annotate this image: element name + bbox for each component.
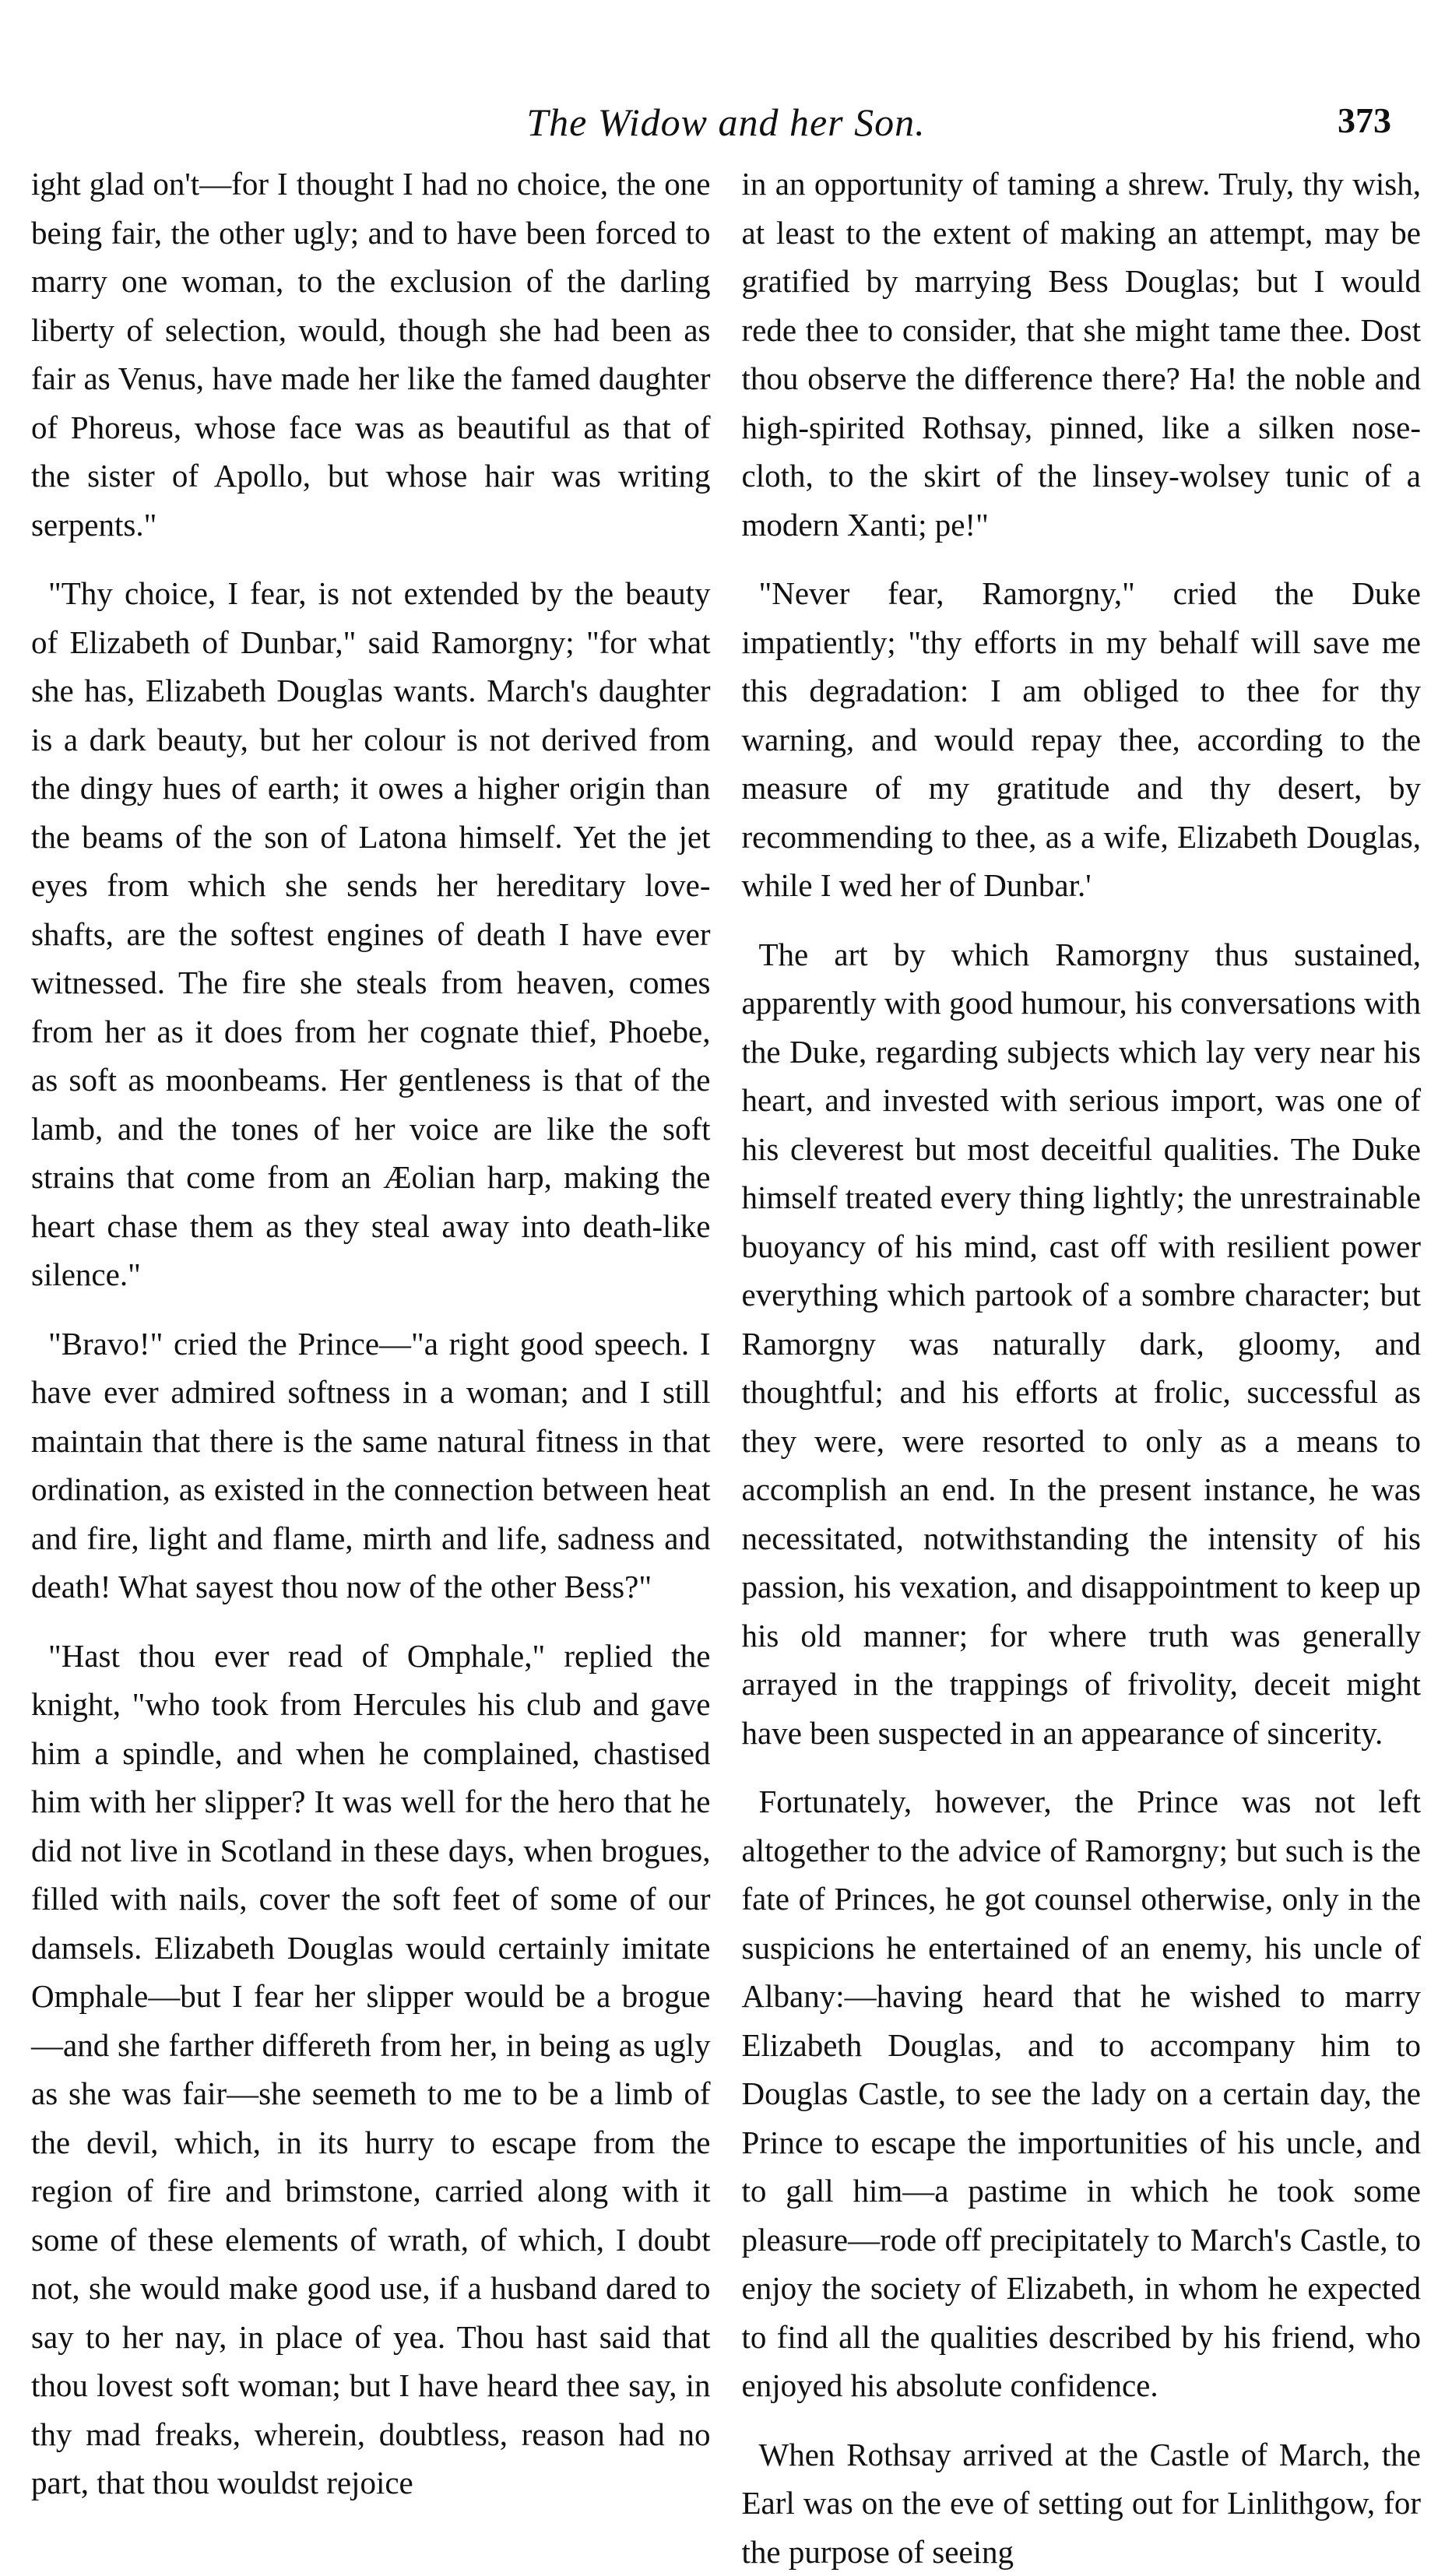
paragraph: "Hast thou ever read of Omphale," replied the knight, "who took from Hercules his club and gave him a spindle, and when he complained, chastised him with her slipper? It was well for the hero that he did not live in Scotland in these days, when brogues, filled with nails, cover the soft feet of some of our damsels. Elizabeth Douglas would certainly imitate Omphale—but I fear her slipper would be a brogue—and she farther differeth from her, in being as ugly as she was fair—she seemeth to me to be a limb of the devil, which, in its hurry to escape from the region of fire and brimstone, carried along with it some of these elements of wrath, of which, I doubt not, she would make good use, if a husband dared to say to her nay, in place of yea. Thou hast said that thou lovest soft woman; but I have heard thee say, in thy mad freaks, wherein, doubtless, reason had no part, that thou wouldst rejoice	[31, 1632, 711, 2507]
page-number: 373	[1338, 100, 1391, 141]
paragraph: "Never fear, Ramorgny," cried the Duke impatiently; "thy efforts in my behalf will save me this degradation: I am obliged to thee for thy warning, and would repay thee, according to the measure of my gratitude and thy desert, by recommending to thee, as a wife, Elizabeth Douglas, while I wed her of Dunbar.'	[742, 569, 1422, 910]
paragraph: "Thy choice, I fear, is not extended by the beauty of Elizabeth of Dunbar," said Ramorgny; "for what she has, Elizabeth Douglas wants. March's daughter is a dark beauty, but her colour is not derived from the dingy hues of earth; it owes a higher origin than the beams of the son of Latona himself. Yet the jet eyes from which she sends her hereditary love-shafts, are the softest engines of death I have ever witnessed. The fire she steals from heaven, comes from her as it does from her cognate thief, Phoebe, as soft as moonbeams. Her gentleness is that of the lamb, and the tones of her voice are like the soft strains that come from an Æolian harp, making the heart chase them as they steal away into death-like silence."	[31, 569, 711, 1299]
right-column	[742, 160, 1422, 2509]
left-column	[31, 160, 711, 2509]
paragraph: in an opportunity of taming a shrew. Truly, thy wish, at least to the extent of making an attempt, may be gratified by marrying Bess Douglas; but I would rede thee to consider, that she might tame thee. Dost thou observe the difference there? Ha! the noble and high-spirited Rothsay, pinned, like a silken nose-cloth, to the skirt of the linsey-wolsey tunic of a modern Xanti; pe!"	[742, 160, 1422, 549]
text-columns	[31, 160, 1421, 2509]
paragraph: "Bravo!" cried the Prince—"a right good speech. I have ever admired softness in a woman; and I still maintain that there is the same natural fitness in that ordination, as existed in the connection between heat and fire, light and flame, mirth and life, sadness and death! What sayest thou now of the other Bess?"	[31, 1320, 711, 1611]
paragraph: Fortunately, however, the Prince was not left altogether to the advice of Ramorgny; but such is the fate of Princes, he got counsel otherwise, only in the suspicions he entertained of an enemy, his uncle of Albany:—having heard that he wished to marry Elizabeth Douglas, and to accompany him to Douglas Castle, to see the lady on a certain day, the Prince to escape the importunities of his uncle, and to gall him—a pastime in which he took some pleasure—rode off precipitately to March's Castle, to enjoy the society of Elizabeth, in whom he expected to find all the qualities described by his friend, who enjoyed his absolute confidence.	[742, 1777, 1422, 2410]
paragraph: ight glad on't—for I thought I had no choice, the one being fair, the other ugly; and to have been forced to marry one woman, to the exclusion of the darling liberty of selection, would, though she had been as fair as Venus, have made her like the famed daughter of Phoreus, whose face was as beautiful as that of the sister of Apollo, but whose hair was writing serpents."	[31, 160, 711, 549]
running-title: The Widow and her Son.	[0, 100, 1452, 145]
running-head	[0, 100, 1452, 154]
paragraph: When Rothsay arrived at the Castle of March, the Earl was on the eve of setting out for Linlithgow, for the purpose of seeing	[742, 2430, 1422, 2576]
paragraph: The art by which Ramorgny thus sustained, apparently with good humour, his conversations with the Duke, regarding subjects which lay very near his heart, and invested with serious import, was one of his cleverest but most deceitful qualities. The Duke himself treated every thing lightly; the unrestrainable buoyancy of his mind, cast off with resilient power everything which partook of a sombre character; but Ramorgny was naturally dark, gloomy, and thoughtful; and his efforts at frolic, successful as they were, were resorted to only as a means to accomplish an end. In the present instance, he was necessitated, notwithstanding the intensity of his passion, his vexation, and disappointment to keep up his old manner; for where truth was generally arrayed in the trappings of frivolity, deceit might have been suspected in an appearance of sincerity.	[742, 930, 1422, 1758]
